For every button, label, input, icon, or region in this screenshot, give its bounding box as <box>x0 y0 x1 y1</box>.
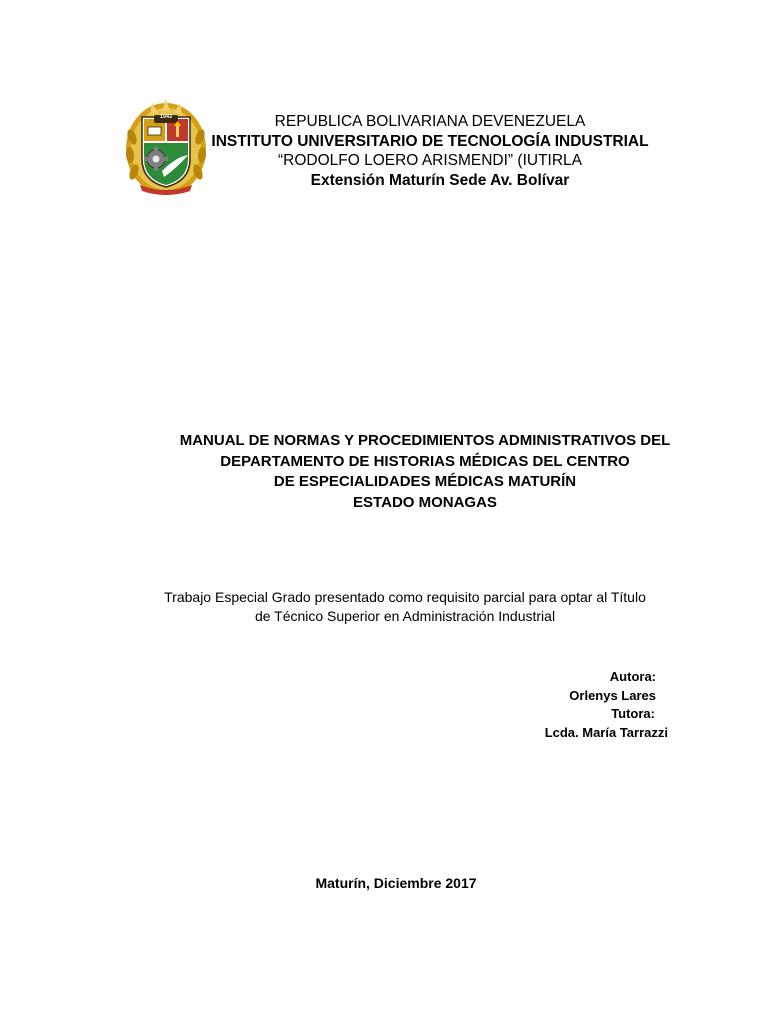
subtitle-line-1: Trabajo Especial Grado presentado como requisito parcial para optar al Título <box>164 589 646 605</box>
tutor-label: Tutora: <box>611 706 655 721</box>
document-date: Maturín, Diciembre 2017 <box>315 875 477 891</box>
document-subtitle <box>110 588 700 625</box>
title-line-2: DEPARTAMENTO DE HISTORIAS MÉDICAS DEL CENTRO <box>220 452 630 470</box>
title-line-1: MANUAL DE NORMAS Y PROCEDIMIENTOS ADMINISTRATIVOS DEL <box>179 432 671 449</box>
country-name: REPUBLICA BOLIVARIANA DEVENEZUELA <box>274 113 586 130</box>
institute-honoree: “RODOLFO LOERO ARISMENDI” (IUTIRLA <box>277 152 582 169</box>
institute-name: INSTITUTO UNIVERSITARIO DE TECNOLOGÍA INDUSTRIAL <box>211 132 649 150</box>
campus-extension: Extensión Maturín Sede Av. Bolívar <box>310 171 570 189</box>
logo-year: 1943 <box>159 114 173 120</box>
tutor-name: Lcda. María Tarrazzi <box>544 724 668 740</box>
subtitle-line-2: de Técnico Superior en Administración Industrial <box>254 607 556 624</box>
author-name: Orlenys Lares <box>569 687 656 703</box>
authors-block <box>368 668 668 742</box>
title-line-3: DE ESPECIALIDADES MÉDICAS MATURÍN <box>273 473 577 490</box>
author-label: Autora: <box>609 669 656 684</box>
title-line-4: ESTADO MONAGAS <box>353 493 497 511</box>
institution-header <box>150 112 710 190</box>
document-title <box>100 431 750 513</box>
